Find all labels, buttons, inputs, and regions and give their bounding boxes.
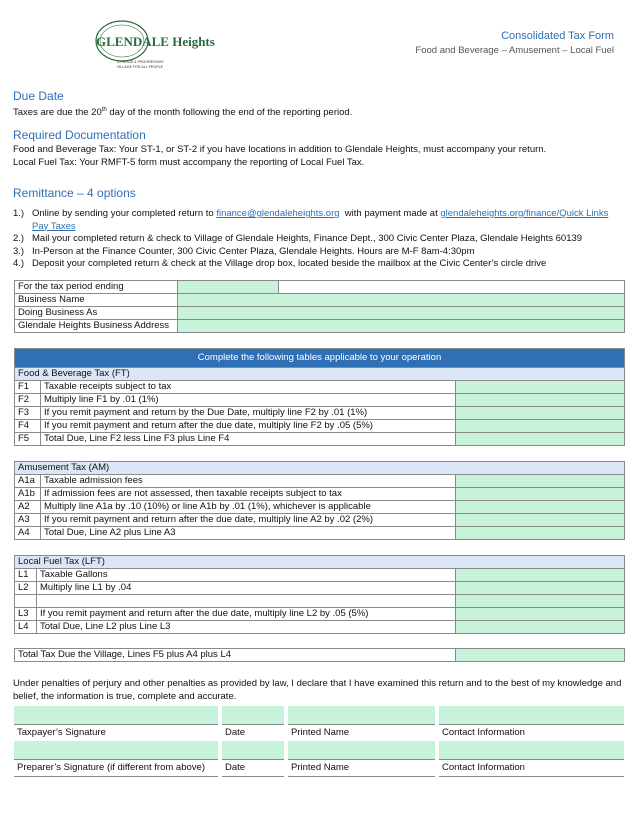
line-code: A4 — [15, 527, 41, 540]
line-description: If you remit payment and return after the due date, multiply line A2 by .02 (2%) — [41, 514, 456, 527]
a4-amount-field[interactable] — [456, 527, 625, 540]
taxpayer-date-field[interactable] — [220, 706, 286, 724]
table-row — [15, 381, 625, 394]
line-description: Taxable receipts subject to tax — [41, 381, 456, 394]
form-subtitle: Food and Beverage – Amusement – Local Fuel — [415, 45, 614, 56]
line-description: If you remit payment and return by the Due Date, multiply line F2 by .01 (1%) — [41, 407, 456, 420]
pay-taxes-link[interactable]: Pay Taxes — [32, 220, 76, 232]
due-date-heading: Due Date — [13, 89, 64, 103]
l2-amount-field[interactable] — [456, 582, 625, 595]
remittance-heading: Remittance – 4 options — [13, 186, 136, 200]
table-row — [15, 420, 625, 433]
line-code: L2 — [15, 582, 37, 595]
business-name-row — [15, 294, 625, 307]
dba-label: Doing Business As — [15, 307, 178, 320]
logo-tagline-1: A PROUD & PROGRESSIVE — [117, 60, 164, 64]
line-code — [15, 595, 37, 608]
f3-amount-field[interactable] — [456, 407, 625, 420]
line-description: Multiply line F1 by .01 (1%) — [41, 394, 456, 407]
table-row — [15, 475, 625, 488]
preparer-contact-field[interactable] — [437, 741, 624, 759]
table-row — [15, 621, 625, 634]
line-description: Multiply line A1a by .10 (10%) or line A1b by .01 (1%), whichever is applicable — [41, 501, 456, 514]
line-code: A3 — [15, 514, 41, 527]
amusement-table — [14, 461, 625, 540]
address-label: Glendale Heights Business Address — [15, 320, 178, 333]
dba-field[interactable] — [178, 307, 625, 320]
preparer-printed-name-label: Printed Name — [286, 759, 437, 776]
tax-period-blank — [279, 281, 625, 294]
table-row — [15, 527, 625, 540]
preparer-date-field[interactable] — [220, 741, 286, 759]
tax-period-label: For the tax period ending — [15, 281, 178, 294]
tax-period-field[interactable] — [178, 281, 279, 294]
glendale-heights-logo — [92, 16, 215, 72]
address-field[interactable] — [178, 320, 625, 333]
line-code: F3 — [15, 407, 41, 420]
remittance-option-4: 4.) Deposit your completed return & check at the Village drop box, located beside the mailbox at the Civic Center’s circle drive — [13, 258, 547, 269]
remittance-options — [13, 208, 633, 271]
line-code: F2 — [15, 394, 41, 407]
line-code: A1a — [15, 475, 41, 488]
quick-links-url[interactable]: glendaleheights.org/finance/Quick Links — [440, 208, 609, 219]
preparer-contact-label: Contact Information — [437, 759, 624, 776]
line-description — [37, 595, 456, 608]
preparer-signature-label: Preparer’s Signature (if different from above) — [14, 759, 220, 776]
remittance-option-1: 1.) Online by sending your completed return to finance@glendaleheights.org with payment made at glendaleheights.org/finance/Quick Links Pay Taxes — [13, 208, 609, 232]
required-docs-line-2: Local Fuel Tax: Your RMFT-5 form must accompany the reporting of Local Fuel Tax. — [13, 157, 365, 168]
address-row — [15, 320, 625, 333]
line-description: Total Due, Line F2 less Line F3 plus Line F4 — [41, 433, 456, 446]
tables-banner: Complete the following tables applicable to your operation — [15, 349, 625, 368]
line-description: If you remit payment and return after the due date, multiply line F2 by .05 (5%) — [41, 420, 456, 433]
a3-amount-field[interactable] — [456, 514, 625, 527]
local-fuel-title: Local Fuel Tax (LFT) — [15, 556, 625, 569]
line-description: Taxable Gallons — [37, 569, 456, 582]
business-info-table — [14, 280, 625, 333]
line-description: Total Due, Line L2 plus Line L3 — [37, 621, 456, 634]
table-row — [15, 569, 625, 582]
business-name-label: Business Name — [15, 294, 178, 307]
table-row — [15, 501, 625, 514]
preparer-signature-field[interactable] — [14, 741, 220, 759]
preparer-printed-name-field[interactable] — [286, 741, 437, 759]
table-row — [15, 407, 625, 420]
logo-tagline-2: VILLAGE FOR ALL PEOPLE — [117, 65, 164, 69]
total-due-table — [14, 648, 625, 662]
remittance-option-3: 3.) In-Person at the Finance Counter, 300 Civic Center Plaza, Glendale Heights. Hours are M-F 8am-4:30pm — [13, 245, 475, 257]
declaration-text: Under penalties of perjury and other penalties as provided by law, I declare that I have examined this return and to the best of my knowledge and belief, the information is true, complete and accurate. — [13, 678, 622, 702]
required-docs-line-1: Food and Beverage Tax: Your ST-1, or ST-2 if you have locations in addition to Glendale Heights, must accompany your return. — [13, 144, 547, 155]
taxpayer-signature-label: Taxpayer’s Signature — [14, 724, 220, 741]
a1b-amount-field[interactable] — [456, 488, 625, 501]
line-description: Taxable admission fees — [41, 475, 456, 488]
line-code: L1 — [15, 569, 37, 582]
a1a-amount-field[interactable] — [456, 475, 625, 488]
line-code: A1b — [15, 488, 41, 501]
line-description: If you remit payment and return after the due date, multiply line L2 by .05 (5%) — [37, 608, 456, 621]
taxpayer-date-label: Date — [220, 724, 286, 741]
line-description: Multiply line L1 by .04 — [37, 582, 456, 595]
amusement-title: Amusement Tax (AM) — [15, 462, 625, 475]
l1-amount-field[interactable] — [456, 569, 625, 582]
due-date-text: Taxes are due the 20th day of the month following the end of the reporting period. — [13, 107, 353, 119]
f1-amount-field[interactable] — [456, 381, 625, 394]
business-name-field[interactable] — [178, 294, 625, 307]
table-row — [15, 433, 625, 446]
taxpayer-contact-field[interactable] — [437, 706, 624, 724]
l4-amount-field[interactable] — [456, 621, 625, 634]
table-row — [15, 582, 625, 595]
f5-amount-field[interactable] — [456, 433, 625, 446]
dba-row — [15, 307, 625, 320]
total-due-field[interactable] — [456, 649, 625, 662]
line-code: F4 — [15, 420, 41, 433]
l3-amount-field[interactable] — [456, 608, 625, 621]
line-description: If admission fees are not assessed, then taxable receipts subject to tax — [41, 488, 456, 501]
food-beverage-title: Food & Beverage Tax (FT) — [15, 368, 625, 381]
table-row — [15, 394, 625, 407]
taxpayer-signature-field[interactable] — [14, 706, 220, 724]
table-row — [15, 608, 625, 621]
taxpayer-printed-name-field[interactable] — [286, 706, 437, 724]
a2-amount-field[interactable] — [456, 501, 625, 514]
line-code: F5 — [15, 433, 41, 446]
blank-amount-field[interactable] — [456, 595, 625, 608]
logo-wordmark: GLENDALE Heights — [96, 34, 215, 49]
preparer-signature-table — [14, 741, 624, 777]
food-beverage-table — [14, 348, 625, 446]
preparer-date-label: Date — [220, 759, 286, 776]
table-row — [15, 488, 625, 501]
line-code: L3 — [15, 608, 37, 621]
local-fuel-table — [14, 555, 625, 634]
taxpayer-signature-table — [14, 706, 624, 742]
line-code: F1 — [15, 381, 41, 394]
table-row — [15, 514, 625, 527]
line-description: Total Due, Line A2 plus Line A3 — [41, 527, 456, 540]
total-due-label: Total Tax Due the Village, Lines F5 plus A4 plus L4 — [15, 649, 456, 662]
required-docs-heading: Required Documentation — [13, 128, 146, 142]
line-code: A2 — [15, 501, 41, 514]
line-code: L4 — [15, 621, 37, 634]
taxpayer-contact-label: Contact Information — [437, 724, 624, 741]
finance-email-link[interactable]: finance@glendaleheights.org — [216, 208, 340, 219]
remittance-option-2: 2.) Mail your completed return & check to Village of Glendale Heights, Finance Dept., 300 Civic Center Plaza, Glendale Heights 60139 — [13, 233, 583, 244]
f4-amount-field[interactable] — [456, 420, 625, 433]
taxpayer-printed-name-label: Printed Name — [286, 724, 437, 741]
tax-period-row — [15, 281, 625, 294]
table-row — [15, 595, 625, 608]
form-title: Consolidated Tax Form — [501, 30, 614, 42]
f2-amount-field[interactable] — [456, 394, 625, 407]
